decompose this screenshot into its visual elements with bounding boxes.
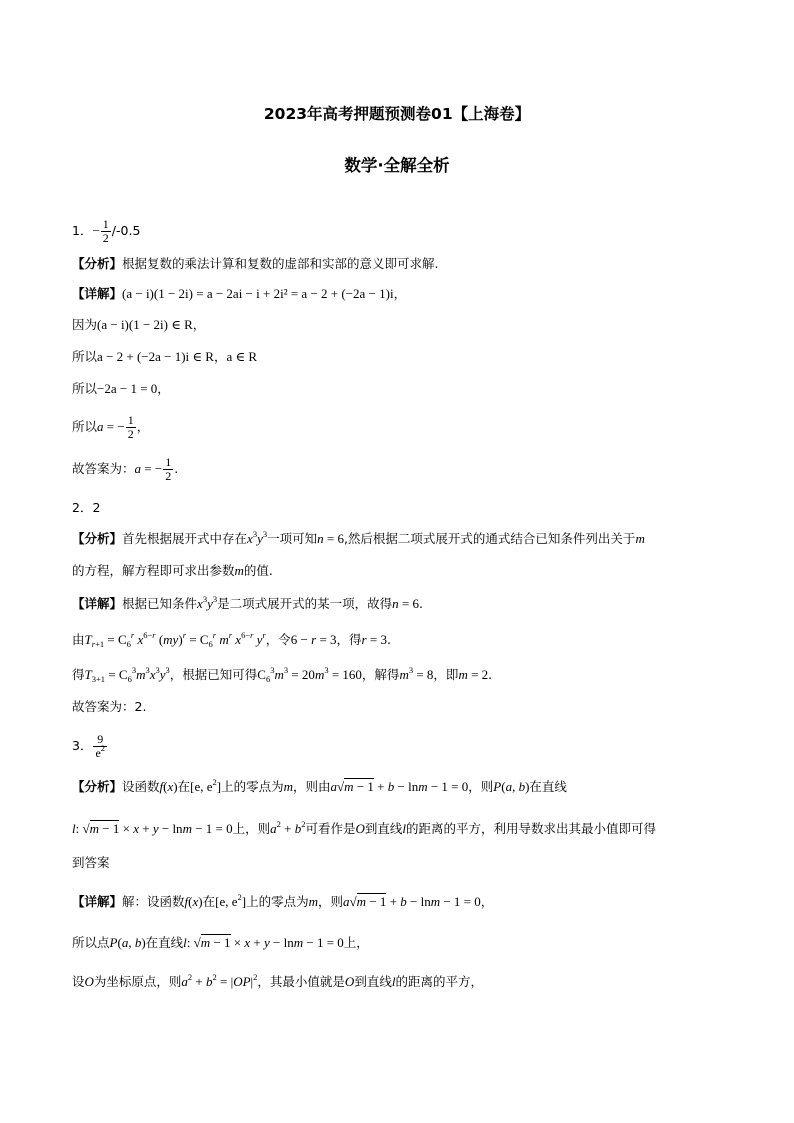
text-so: 所以 [72, 349, 98, 364]
text-so: 所以 [72, 381, 98, 396]
q2-detail-line2: 由$T_{r+1} = C_6^r$ $x^{6-r}$ $(my)^r = C_6^r$ $m^r$ $x^{6-r}$ $y^r$，令6 − r = 3，得r = 3. [72, 630, 391, 649]
q3-analysis-text: 在 [177, 779, 191, 794]
q3-detail-text: 为坐标原点，则 [93, 974, 182, 989]
q2-detail-line1: 【详解】根据已知条件$x^3y^3$是二项式展开式的某一项，故得n = 6. [72, 594, 423, 611]
detail-tag: 【详解】 [72, 596, 123, 611]
q3-analysis-text: 的距离的平方，利用导数求出其最小值即可得 [406, 821, 657, 836]
q3-analysis-text: ，则 [468, 779, 494, 794]
q2-analysis-text: 的方程，解方程即可求出参数 [72, 563, 235, 578]
q3-detail-text: 上， [343, 935, 369, 950]
q3-number: 3． [72, 738, 93, 753]
q3-analysis-line3: 到答案 [72, 855, 110, 870]
q3-detail-text: ，则 [318, 894, 344, 909]
q3-analysis-text: 可看作是 [305, 821, 356, 836]
text-from: 由 [72, 632, 85, 647]
text-get: ，得 [336, 632, 362, 647]
q1-expansion: (a − i)(1 − 2i) = a − 2ai − i + 2i² = a − 2 + (−2a − 1)i [122, 286, 394, 301]
q1-detail-line3: 所以a − 2 + (−2a − 1)i ∈ R，a ∈ R [72, 349, 258, 364]
page-title: 2023年高考押题预测卷01【上海卷】 [263, 105, 531, 123]
q2-analysis-line1: 【分析】首先根据展开式中存在$x^3y^3$一项可知n = 6,然后根据二项式展开式的通式结合已知条件列出关于m [72, 529, 645, 546]
q3-analysis-line2: l: √m − 1 × x + y − lnm − 1 = 0上，则$a^2 + b^2$可看作是O到直线l的距离的平方，利用导数求出其最小值即可得 [72, 819, 657, 836]
text-known: ，根据已知可得 [169, 667, 258, 682]
q2-answer-line [72, 500, 100, 516]
q3-analysis-line1: 【分析】设函数f(x)在[e, $e^2$]上的零点为m，则由a√m − 1 + b − lnm − 1 = 0，则P(a, b)在直线 [72, 777, 567, 794]
q1-fraction: $\frac{1}{2}$ [102, 217, 109, 245]
text-solve: ，解得 [361, 667, 400, 682]
q2-analysis-text: 首先根据展开式中存在 [122, 531, 248, 546]
q3-answer-line [72, 733, 108, 760]
q2-analysis-line2: 的方程，解方程即可求出参数m的值. [72, 563, 273, 578]
q3-detail-line1: 【详解】解：设函数f(x)在[e, $e^2$]上的零点为m，则a√m − 1 + b − lnm − 1 = 0， [72, 892, 494, 909]
q2-detail-text: 根据已知条件 [122, 596, 198, 611]
q3-detail-text: 所以点 [72, 935, 110, 950]
q1-answer-tail: /-0.5 [111, 223, 141, 238]
q1-number: 1． [72, 223, 93, 238]
detail-tag: 【详解】 [72, 894, 123, 909]
q3-fraction: $\frac{9}{e^2}$ [95, 732, 106, 760]
q2-final-answer: 故答案为：2. [72, 699, 147, 714]
text-answer: 故答案为： [72, 461, 135, 476]
text-get: 得 [72, 667, 85, 682]
q3-analysis-text: 设函数 [122, 779, 160, 794]
q1-answer-line: 1．− $\frac{1}{2}$ /-0.5 [72, 217, 141, 245]
page-subtitle: 数学·全解全析 [344, 156, 450, 175]
analysis-tag: 【分析】 [72, 779, 123, 794]
q3-detail-text: 到直线 [354, 974, 392, 989]
q1-condition: (a − i)(1 − 2i) ∈ R [97, 317, 193, 332]
q2-detail-line3: 得$T_{3+1} = C_6^3m^3x^3y^3$，根据已知可得$C_6^3m^3 = 20m^3 = 160$，解得$m^3 = 8$，即m = 2. [72, 665, 493, 684]
q3-analysis-text: 在直线 [529, 779, 567, 794]
q2-analysis-text: 的值. [243, 563, 273, 578]
q1-analysis [72, 256, 439, 272]
q3-analysis-text: ，则由 [293, 779, 331, 794]
q2-analysis-text: ,然后根据二项式展开式的通式结合已知条件列出关于 [343, 531, 636, 546]
q1-fraction: $\frac{1}{2}$ [165, 455, 172, 483]
q1-a-real: a ∈ R [226, 349, 258, 364]
q3-detail-text: 上的零点为 [246, 894, 309, 909]
q3-detail-text: 在 [202, 894, 216, 909]
q2-answer: 2 [92, 500, 101, 515]
q1-detail-line5: 所以a = − $\frac{1}{2}$ ， [72, 413, 150, 441]
q3-detail-text: 在直线 [145, 935, 184, 950]
text-so: 所以 [72, 419, 98, 434]
q3-analysis-text: 上的零点为 [221, 779, 284, 794]
q2-analysis-text: 一项可知 [267, 531, 318, 546]
q3-detail-text: ，其最小值就是 [257, 974, 345, 989]
q1-final-answer: 故答案为：a = − $\frac{1}{2}$ . [72, 455, 179, 483]
q1-detail-line4: 所以−2a − 1 = 0， [72, 381, 170, 396]
q3-analysis-text: 上，则 [232, 821, 271, 836]
q1-detail-line1: 【详解】(a − i)(1 − 2i) = a − 2ai − i + 2i² = a − 2 + (−2a − 1)i， [72, 286, 407, 301]
q3-detail-text: 设 [72, 974, 85, 989]
q1-real-condition: a − 2 + (−2a − 1)i ∈ R [97, 349, 214, 364]
q3-detail-text: 解：设函数 [122, 894, 185, 909]
text-let: ，令 [265, 632, 291, 647]
analysis-tag: 【分析】 [72, 531, 123, 546]
q3-detail-line3: 设O为坐标原点，则$a^2 + b^2 = |OP|^2$，其最小值就是O到直线l的距离的平方， [72, 972, 483, 989]
q3-analysis-text: 到直线 [364, 821, 403, 836]
q1-detail-line2: 因为(a − i)(1 − 2i) ∈ R， [72, 317, 206, 332]
q1-analysis-text: 根据复数的乘法计算和复数的虚部和实部的意义即可求解. [122, 256, 439, 271]
text-ie: ，即 [433, 667, 459, 682]
q1-equation: −2a − 1 = 0 [97, 381, 158, 396]
analysis-tag: 【分析】 [72, 256, 123, 271]
detail-tag: 【详解】 [72, 286, 123, 301]
text-because: 因为 [72, 317, 98, 332]
q3-detail-text: 的距离的平方， [395, 974, 483, 989]
q2-number: 2． [72, 500, 93, 515]
q1-fraction: $\frac{1}{2}$ [127, 413, 134, 441]
q2-detail-text: 是二项式展开式的某一项，故得 [217, 596, 393, 611]
q3-detail-line2: 所以点P(a, b)在直线l: √m − 1 × x + y − lnm − 1 = 0上， [72, 935, 369, 950]
